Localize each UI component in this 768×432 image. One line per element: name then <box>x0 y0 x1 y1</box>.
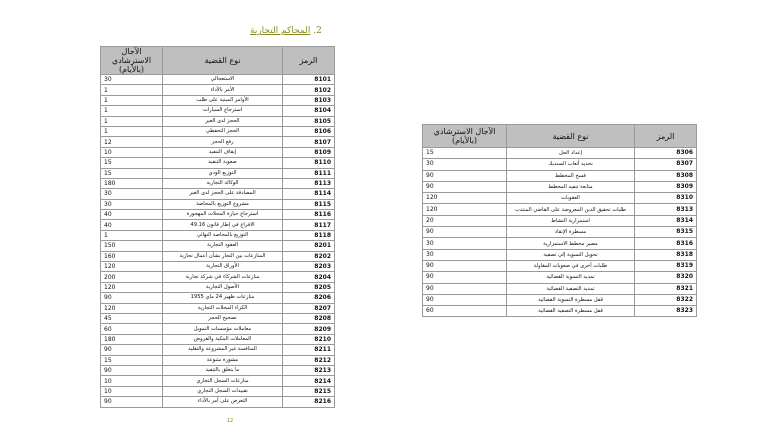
case-days: 30 <box>101 199 163 209</box>
case-code: 8321 <box>635 283 697 294</box>
table-row <box>423 260 697 271</box>
case-days: 12 <box>101 137 163 147</box>
case-days: 90 <box>101 293 163 303</box>
case-type: الأوامر المبنية على طلب <box>163 95 283 105</box>
case-days: 90 <box>101 365 163 375</box>
table-row <box>423 238 697 249</box>
case-type: الحجز لدى الغير <box>163 116 283 126</box>
case-code: 8210 <box>283 334 335 344</box>
case-days: 1 <box>101 126 163 136</box>
table-row <box>101 376 335 386</box>
case-code: 8209 <box>283 324 335 334</box>
case-type: الكراء المحلات التجارية <box>163 303 283 313</box>
table-row <box>101 230 335 240</box>
case-code: 8215 <box>283 386 335 396</box>
table-row <box>423 193 697 204</box>
case-code: 8113 <box>283 178 335 188</box>
case-days: 1 <box>101 230 163 240</box>
case-code: 8318 <box>635 249 697 260</box>
table-row <box>423 294 697 305</box>
table-row <box>101 85 335 95</box>
header-days: الآجال الاسترشادي (بالأيام) <box>423 125 507 148</box>
case-type: التوزيع الودي <box>163 168 283 178</box>
table-row <box>423 283 697 294</box>
case-type: مسطرة الإنقاذ <box>507 227 635 238</box>
case-type: منازعات ظهير 24 ماي 1955 <box>163 293 283 303</box>
table-row <box>101 116 335 126</box>
case-code: 8115 <box>283 199 335 209</box>
case-type: المعاملات البنكية والقروض <box>163 334 283 344</box>
case-code: 8323 <box>635 306 697 317</box>
case-type: منازعات السجل التجاري <box>163 376 283 386</box>
case-code: 8117 <box>283 220 335 230</box>
case-code: 8313 <box>635 204 697 215</box>
case-code: 8320 <box>635 272 697 283</box>
case-type: تحويل التسوية إلى تصفية <box>507 249 635 260</box>
case-type: مصير مخطط الاستمرارية <box>507 238 635 249</box>
table-row <box>101 303 335 313</box>
case-code: 8116 <box>283 210 335 220</box>
table-row <box>101 189 335 199</box>
case-days: 120 <box>101 262 163 272</box>
table-row <box>101 220 335 230</box>
header-type: نوع القضية <box>507 125 635 148</box>
case-type: إيقاف التنفيذ <box>163 147 283 157</box>
table-row <box>101 313 335 323</box>
table-row <box>101 75 335 85</box>
case-code: 8103 <box>283 95 335 105</box>
case-days: 90 <box>423 227 507 238</box>
case-code: 8106 <box>283 126 335 136</box>
header-days: الآجال الاسترشادي (بالأيام) <box>101 47 163 75</box>
case-days: 40 <box>101 220 163 230</box>
table-row <box>101 355 335 365</box>
table-row <box>101 158 335 168</box>
case-code: 8207 <box>283 303 335 313</box>
case-code: 8105 <box>283 116 335 126</box>
case-days: 60 <box>423 306 507 317</box>
table-row <box>101 241 335 251</box>
case-type: الوكالة التجارية <box>163 178 283 188</box>
case-days: 30 <box>423 159 507 170</box>
table-row <box>101 137 335 147</box>
case-code: 8201 <box>283 241 335 251</box>
table-row <box>101 324 335 334</box>
case-days: 20 <box>423 215 507 226</box>
case-code: 8109 <box>283 147 335 157</box>
case-type: العقوبات <box>507 193 635 204</box>
case-days: 120 <box>101 303 163 313</box>
case-type: المصادقة على الحجز لدى الغير <box>163 189 283 199</box>
table-row <box>101 272 335 282</box>
case-days: 90 <box>101 345 163 355</box>
table-row <box>423 181 697 192</box>
case-code: 8211 <box>283 345 335 355</box>
case-type: تقييدات السجل التجاري <box>163 386 283 396</box>
case-type: معاملات مؤسسات التمويل <box>163 324 283 334</box>
header-code: الرمز <box>635 125 697 148</box>
case-code: 8213 <box>283 365 335 375</box>
header-type: نوع القضية <box>163 47 283 75</box>
case-code: 8208 <box>283 313 335 323</box>
case-days: 160 <box>101 251 163 261</box>
courts-table-right <box>422 124 697 317</box>
case-code: 8322 <box>635 294 697 305</box>
case-type: مشورة متنوعة <box>163 355 283 365</box>
header-code: الرمز <box>283 47 335 75</box>
case-type: الاستعجالي <box>163 75 283 85</box>
case-days: 1 <box>101 85 163 95</box>
case-code: 8319 <box>635 260 697 271</box>
case-days: 120 <box>423 204 507 215</box>
case-days: 40 <box>101 210 163 220</box>
case-type: متابعة تنفيذ المخطط <box>507 181 635 192</box>
case-type: العقود التجارية <box>163 241 283 251</box>
table-row <box>101 210 335 220</box>
case-type: قفل مسطرة التصفية القضائية <box>507 306 635 317</box>
case-type: منازعات الشركاء في شركة تجارية <box>163 272 283 282</box>
case-days: 10 <box>101 386 163 396</box>
table-row <box>101 199 335 209</box>
case-code: 8309 <box>635 181 697 192</box>
table-row <box>101 397 335 407</box>
section-number: 2. <box>313 26 322 36</box>
case-code: 8102 <box>283 85 335 95</box>
case-type: المنازعات بين التجار بشأن أعمال تجارية <box>163 251 283 261</box>
case-code: 8118 <box>283 230 335 240</box>
case-days: 180 <box>101 334 163 344</box>
case-days: 90 <box>423 181 507 192</box>
table-row <box>101 282 335 292</box>
case-code: 8216 <box>283 397 335 407</box>
case-code: 8202 <box>283 251 335 261</box>
case-days: 30 <box>101 189 163 199</box>
case-days: 60 <box>101 324 163 334</box>
case-type: الأوراق التجارية <box>163 262 283 272</box>
table-row <box>101 262 335 272</box>
case-type: تحديد أتعاب السنديك <box>507 159 635 170</box>
table-row <box>423 148 697 159</box>
case-type: الأمر بالأداء <box>163 85 283 95</box>
table-row <box>101 293 335 303</box>
case-days: 180 <box>101 178 163 188</box>
case-days: 1 <box>101 95 163 105</box>
case-days: 15 <box>101 168 163 178</box>
case-type: الأصول التجارية <box>163 282 283 292</box>
table-row <box>101 168 335 178</box>
case-type: المنافسة غير المشروعة والتقليد <box>163 345 283 355</box>
case-days: 90 <box>423 260 507 271</box>
table-header-row <box>101 47 335 75</box>
case-type: تصحيح الحجز <box>163 313 283 323</box>
case-days: 200 <box>101 272 163 282</box>
case-code: 8101 <box>283 75 335 85</box>
case-type: تمديد التسوية القضائية <box>507 272 635 283</box>
table-row <box>423 170 697 181</box>
case-code: 8314 <box>635 215 697 226</box>
courts-table-left <box>100 46 335 408</box>
section-heading <box>250 26 390 36</box>
case-code: 8206 <box>283 293 335 303</box>
case-code: 8214 <box>283 376 335 386</box>
case-code: 8308 <box>635 170 697 181</box>
case-code: 8114 <box>283 189 335 199</box>
table-row <box>423 227 697 238</box>
table-row <box>423 204 697 215</box>
case-code: 8111 <box>283 168 335 178</box>
case-days: 30 <box>101 75 163 85</box>
table-row <box>423 272 697 283</box>
case-days: 150 <box>101 241 163 251</box>
table-row <box>101 126 335 136</box>
case-code: 8107 <box>283 137 335 147</box>
case-type: مشروع التوزيع بالمحاصة <box>163 199 283 209</box>
case-type: طلبات تحقيق الدين المعروضة على القاضي المنتدب <box>507 204 635 215</box>
case-days: 1 <box>101 106 163 116</box>
table-row <box>423 249 697 260</box>
case-code: 8204 <box>283 272 335 282</box>
table-row <box>101 178 335 188</box>
case-type: التوزيع بالمحاصة النهائي <box>163 230 283 240</box>
case-type: طلبات أخرى في صعوبات المقاولة <box>507 260 635 271</box>
case-days: 15 <box>101 158 163 168</box>
table-row <box>101 345 335 355</box>
case-days: 30 <box>423 249 507 260</box>
table-row <box>101 95 335 105</box>
table-row <box>423 306 697 317</box>
case-days: 90 <box>423 283 507 294</box>
case-type: رفع الحجز <box>163 137 283 147</box>
case-type: فسخ المخطط <box>507 170 635 181</box>
section-title: المحاكم التجارية <box>250 26 311 36</box>
case-days: 30 <box>423 238 507 249</box>
case-code: 8104 <box>283 106 335 116</box>
case-type: استرجاع السيارات <box>163 106 283 116</box>
case-days: 15 <box>101 355 163 365</box>
table-row <box>101 251 335 261</box>
case-code: 8212 <box>283 355 335 365</box>
case-code: 8310 <box>635 193 697 204</box>
case-type: قفل مسطرة التسوية القضائية <box>507 294 635 305</box>
case-days: 10 <box>101 147 163 157</box>
case-code: 8203 <box>283 262 335 272</box>
case-code: 8110 <box>283 158 335 168</box>
table-row <box>101 386 335 396</box>
table-row <box>423 215 697 226</box>
table-row <box>423 159 697 170</box>
case-days: 120 <box>101 282 163 292</box>
case-days: 120 <box>423 193 507 204</box>
case-days: 10 <box>101 376 163 386</box>
case-type: إعداد الحل <box>507 148 635 159</box>
case-type: استرجاع حيازة المحلات المهجورة <box>163 210 283 220</box>
case-days: 90 <box>101 397 163 407</box>
table-row <box>101 147 335 157</box>
case-days: 90 <box>423 294 507 305</box>
table-row <box>101 106 335 116</box>
case-code: 8307 <box>635 159 697 170</box>
case-days: 15 <box>423 148 507 159</box>
case-days: 45 <box>101 313 163 323</box>
case-days: 90 <box>423 170 507 181</box>
table-row <box>101 365 335 375</box>
case-code: 8306 <box>635 148 697 159</box>
case-days: 1 <box>101 116 163 126</box>
case-code: 8205 <box>283 282 335 292</box>
case-code: 8316 <box>635 238 697 249</box>
case-type: التعرض على أمر بالأداء <box>163 397 283 407</box>
case-type: تمديد التصفية القضائية <box>507 283 635 294</box>
page-number: 12 <box>226 418 234 424</box>
case-type: الافراغ في إطار قانون 49.16 <box>163 220 283 230</box>
case-type: الحجز التحفظي <box>163 126 283 136</box>
table-row <box>101 334 335 344</box>
case-days: 90 <box>423 272 507 283</box>
case-type: ما يتعلق بالتنفيذ <box>163 365 283 375</box>
table-header-row <box>423 125 697 148</box>
case-type: صعوبة التنفيذ <box>163 158 283 168</box>
case-type: استمرارية النشاط <box>507 215 635 226</box>
case-code: 8315 <box>635 227 697 238</box>
